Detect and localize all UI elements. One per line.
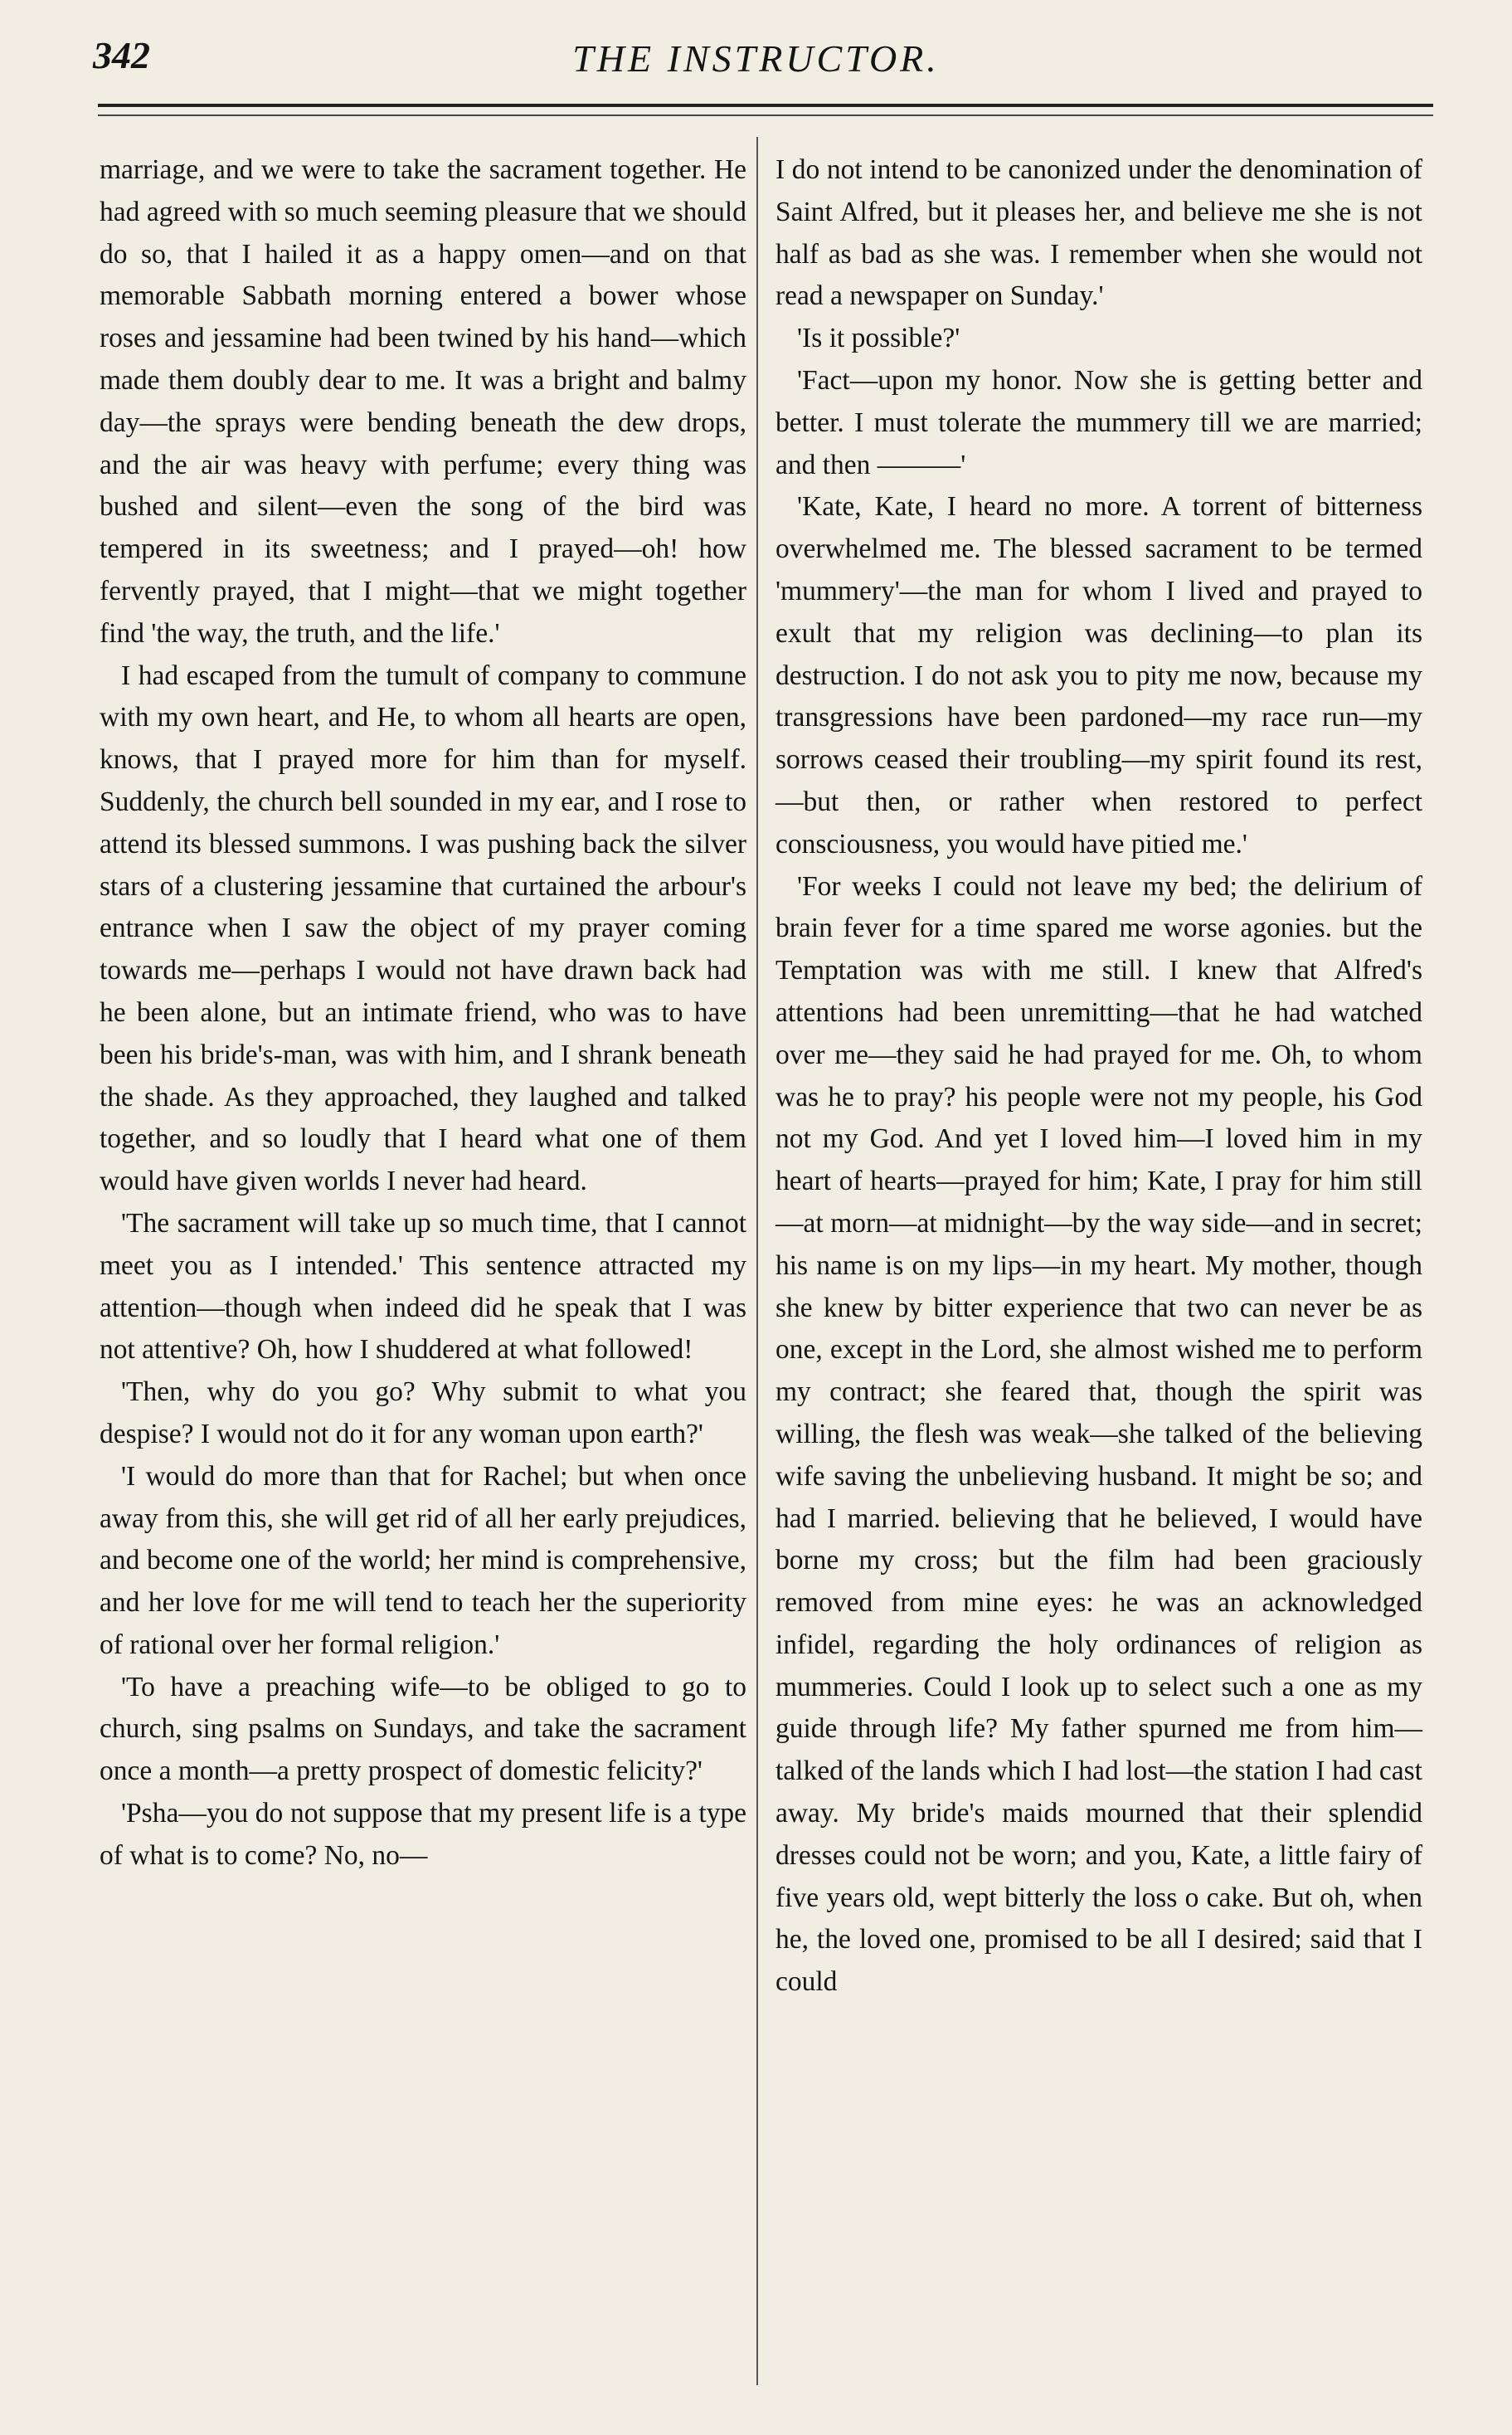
paragraph: 'Kate, Kate, I heard no more. A torrent of bitterness overwhelmed me. The blessed sacrament to be termed 'mummery'—the man for whom I lived and prayed to exult that my religion was declining—to plan its destruction. I do not ask you to pity me now, because my transgressions have been pardoned—my race run—my sorrows ceased their troubling—my spirit found its rest,—but then, or rather when restored to perfect consciousness, you would have pitied me.' [775,491,1422,860]
running-head: THE INSTRUCTOR. [572,37,940,80]
paragraph: I had escaped from the tumult of company to commune with my own heart, and He, to whom all hearts are open, knows, that I prayed more for him than for myself. Suddenly, the church bell sounded in my ear, and I rose to attend its blessed summons. I was pushing back the silver stars of a clustering jessamine that curtained the arbour's entrance when I saw the object of my prayer coming towards me—perhaps I would not have drawn back had he been alone, but an intimate friend, who was to have been his bride's-man, was with him, and I shrank beneath the shade. As they approached, they laughed and talked together, and so loudly that I heard what one of them would have given worlds I never had heard. [100,660,746,1197]
header-rule-thin [98,114,1433,116]
left-column [100,149,746,1877]
paragraph: 'Psha—you do not suppose that my present life is a type of what is to come? No, no— [100,1798,746,1871]
paragraph: I do not intend to be canonized under the denomination of Saint Alfred, but it pleases her, and believe me she is not half as bad as she was. I remember when she would not read a newspaper on Sunday.' [775,154,1422,312]
paragraph: 'For weeks I could not leave my bed; the delirium of brain fever for a time spared me worse agonies. but the Temptation was with me still. I knew that Alfred's attentions had been unremitting—that he had watched over me—they said he had prayed for me. Oh, to whom was he to pray? his people were not my people, his God not my God. And yet I loved him—I loved him in my heart of hearts—prayed for him; Kate, I pray for him still—at morn—at midnight—by the way side—and in secret; his name is on my lips—in my heart. My mother, though she knew by bitter experience that two can never be as one, except in the Lord, she almost wished me to perform my contract; she feared that, though the spirit was willing, the flesh was weak—she talked of the believing wife saving the unbelieving husband. It might be so; and had I married. believing that he believed, I would have borne my cross; but the film had been graciously removed from mine eyes: he was an acknowledged infidel, regarding the holy ordinances of religion as mummeries. Could I look up to select such a one as my guide through life? My father spurned me from him—talked of the lands which I had lost—the station I had cast away. My bride's maids mourned that their splendid dresses could not be worn; and you, Kate, a little fairy of five years old, wept bitterly the loss o cake. But oh, when he, the loved one, promised to be all I desired; said that I could [775,870,1422,1998]
paragraph: marriage, and we were to take the sacrament together. He had agreed with so much seeming pleasure that we should do so, that I hailed it as a happy omen—and on that memorable Sabbath morning entered a bower whose roses and jessamine had been twined by his hand—which made them doubly dear to me. It was a bright and balmy day—the sprays were bending beneath the dew drops, and the air was heavy with perfume; every thing was bushed and silent—even the song of the bird was tempered in its sweetness; and I prayed—oh! how fervently prayed, that I might—that we might together find 'the way, the truth, and the life.' [100,154,746,649]
paragraph: 'Then, why do you go? Why submit to what you despise? I would not do it for any woman upon earth?' [100,1376,746,1449]
right-column [775,149,1422,2004]
paragraph: 'To have a preaching wife—to be obliged to go to church, sing psalms on Sundays, and take the sacrament once a month—a pretty prospect of domestic felicity?' [100,1671,746,1787]
header-rule [98,104,1433,107]
paragraph: 'Is it possible?' [797,323,960,354]
column-divider [756,137,758,2385]
paragraph: 'Fact—upon my honor. Now she is getting better and better. I must tolerate the mummery till we are married; and then ———' [775,364,1422,480]
page-number: 342 [93,34,150,76]
paragraph: 'I would do more than that for Rachel; but when once away from this, she will get rid of all her early prejudices, and become one of the world; her mind is comprehensive, and her love for me will tend to teach her the superiority of rational over her formal religion.' [100,1460,746,1660]
paragraph: 'The sacrament will take up so much time, that I cannot meet you as I intended.' This sentence attracted my attention—though when indeed did he speak that I was not attentive? Oh, how I shuddered at what followed! [100,1207,746,1366]
